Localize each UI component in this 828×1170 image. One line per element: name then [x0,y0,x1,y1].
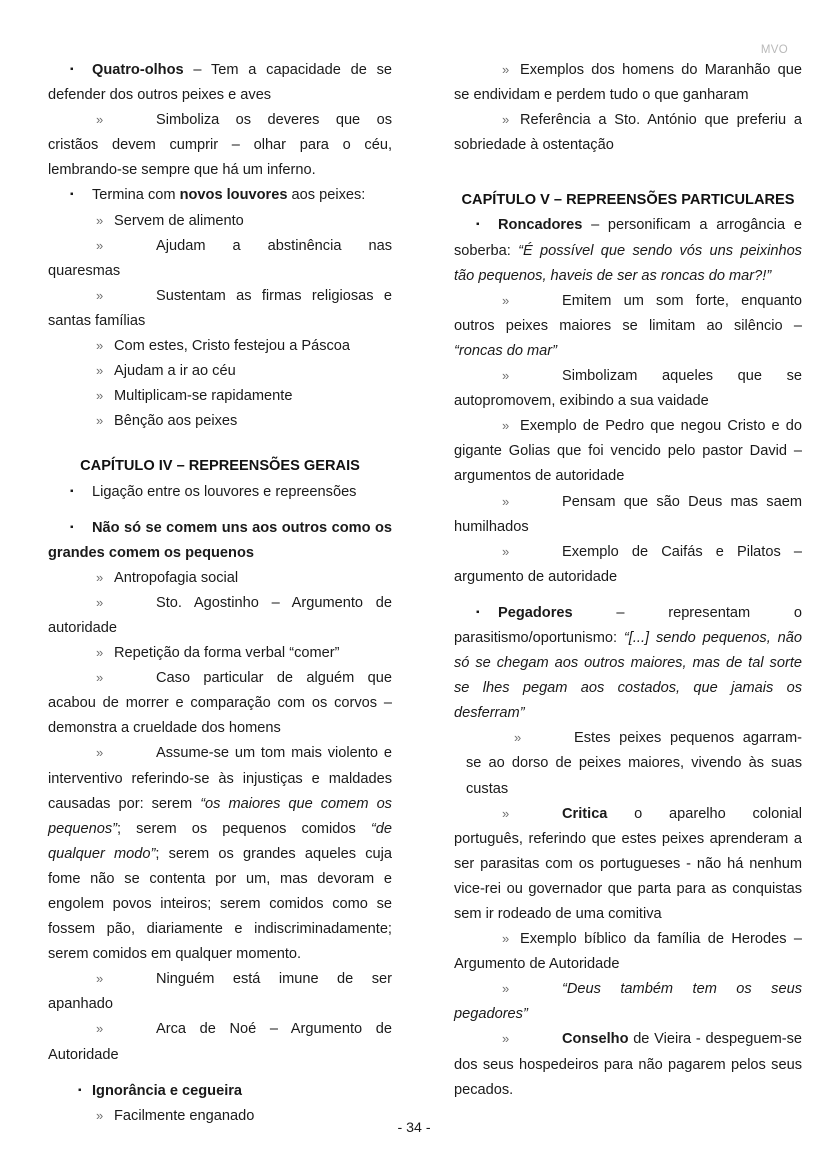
text-block-exemplo-biblico-herodes [454,927,802,977]
text-block-pensam-sao-deus [454,490,802,540]
text-run: Pensam que são Deus mas saem humilhados [454,493,802,535]
guillemet-bullet-icon: » [514,730,522,746]
guillemet-bullet-icon: » [96,338,104,354]
text-block-referencia-sto-antonio [454,108,802,158]
section-heading-heading-cap-iv: CAPÍTULO IV – REPREENSÕES GERAIS [80,458,360,475]
text-run: aos peixes: [287,187,366,204]
text-block-simboliza-deveres [48,108,392,183]
text-run: Referência a Sto. António que preferiu a sobriedade à ostentação [454,112,802,154]
text-block-sto-agostinho [48,591,392,641]
page-number: - 34 - [397,1120,431,1136]
text-run: Não só se comem uns aos outros como os grandes comem os pequenos [48,519,392,561]
square-bullet-icon: ▪ [70,64,74,75]
text-run: Multiplicam-se rapidamente [114,388,293,405]
text-block-exemplo-pedro-golias [454,414,802,489]
text-run: Simboliza os deveres que os cristãos devem cumprir – olhar para o céu, lembrando-se sempre que há um inferno. [48,112,392,179]
text-block-repeticao-comer [48,641,392,666]
text-run: de Vieira - despeguem-se dos seus hospedeiros para não pagarem pelos seus pecados. [454,1031,802,1098]
text-run: Com estes, Cristo festejou a Páscoa [114,338,351,355]
page-watermark: MVO [760,44,788,56]
text-block-multiplicam-se [48,384,392,409]
text-run: ; serem os grandes aqueles cuja fome não se contenta por um, mas devoram e engolem povos inteiros; serem comidos como se fossem pão, diariamente e indiscriminadamente; serem comidos em qualquer momento. [48,845,392,963]
text-run: Conselho [562,1031,629,1048]
left-column [0,58,414,1129]
text-block-cristo-pascoa [48,334,392,359]
text-run: “os maiores que comem os pequenos” [48,795,392,837]
text-block-emitem-som-forte [454,289,802,364]
text-run: “É possível que sendo vós uns peixinhos tão pequenos, haveis de ser as roncas do mar?!” [454,242,802,284]
text-run: Sto. Agostinho – Argumento de autoridade [48,594,392,636]
text-block-nao-so-se-comem [48,516,392,566]
text-block-ajudam-ir-ceu [48,359,392,384]
text-run: Ninguém está imune de ser apanhado [48,971,392,1013]
text-run: Exemplo de Pedro que negou Cristo e do gigante Golias que foi vencido pelo pastor David – argumentos de autoridade [454,418,802,485]
right-column [414,58,828,1103]
vertical-spacer [48,505,392,516]
square-bullet-icon: ▪ [70,189,74,201]
guillemet-bullet-icon: » [96,287,104,303]
text-run: Termina com [92,187,180,204]
guillemet-bullet-icon: » [96,237,104,253]
square-bullet-icon: ▪ [78,1084,82,1096]
text-run: Exemplo de Caifás e Pilatos – argumento de autoridade [454,543,802,585]
text-run: Bênção aos peixes [114,413,238,430]
guillemet-bullet-icon: » [96,112,104,128]
guillemet-bullet-icon: » [96,971,104,987]
square-bullet-icon: ▪ [70,485,74,497]
guillemet-bullet-icon: » [96,569,104,585]
guillemet-bullet-icon: » [96,645,104,661]
text-run: Servem de alimento [114,212,244,229]
text-run: Emitem um som forte, enquanto outros peixes maiores se limitam ao silêncio – [454,292,802,334]
text-block-roncadores [454,213,802,288]
square-bullet-icon: ▪ [476,219,480,231]
text-block-exemplo-caifas-pilatos [454,540,802,590]
text-run: ; serem os pequenos comidos [116,820,371,837]
text-block-simbolizam-autopromovem [454,364,802,414]
text-run: – personificam a arrogância e soberba: [454,217,802,259]
text-block-sustentam-firmas [48,284,392,334]
vertical-spacer [48,434,392,454]
text-run: Critica [562,805,608,822]
text-block-conselho-vieira [454,1027,802,1102]
guillemet-bullet-icon: » [502,62,510,77]
text-run: “de qualquer modo” [48,820,392,862]
text-block-pegadores [454,601,802,726]
square-bullet-icon: ▪ [476,606,480,618]
text-block-estes-peixes-agarram [454,726,802,801]
text-run: Facilmente enganado [114,1107,255,1124]
guillemet-bullet-icon: » [502,493,510,509]
guillemet-bullet-icon: » [96,745,104,761]
guillemet-bullet-icon: » [96,363,104,379]
text-block-ajudam-abstinencia [48,234,392,284]
guillemet-bullet-icon: » [502,805,510,821]
text-run: – Tem a capacidade de se defender dos outros peixes e aves [48,62,392,104]
text-run: Caso particular de alguém que acabou de morrer e comparação com os corvos – demonstra a crueldade dos homens [48,670,392,737]
guillemet-bullet-icon: » [502,368,510,384]
guillemet-bullet-icon: » [502,931,510,947]
guillemet-bullet-icon: » [96,594,104,610]
text-run: o aparelho colonial português, referindo que estes peixes aprenderam a ser parasitas com os portugueses - não há nenhum vice-rei ou governador que parta para as conquistas sem ir rodeado de uma comitiva [454,805,802,922]
guillemet-bullet-icon: » [96,670,104,686]
text-run: Exemplos dos homens do Maranhão que se endividam e perdem tudo o que ganharam [454,62,802,104]
text-run: Roncadores [498,217,583,234]
text-block-ninguem-imune [48,967,392,1017]
text-block-ignorancia-cegueira [48,1079,392,1104]
text-block-servem-alimento [48,209,392,234]
text-run: “roncas do mar” [454,342,557,359]
text-run: Estes peixes pequenos agarram-se ao dorso de peixes maiores, vivendo às suas custas [466,730,802,797]
text-run: “Deus também tem os seus pegadores” [454,981,802,1023]
text-block-quatro-olhos [48,58,392,108]
text-block-antropofagia [48,566,392,591]
vertical-spacer [48,1068,392,1079]
square-bullet-icon: ▪ [70,521,74,533]
two-column-body [0,58,828,1129]
text-run: Sustentam as firmas religiosas e santas famílias [48,287,392,329]
vertical-spacer [454,158,802,188]
text-block-exemplos-maranhao [454,58,802,108]
text-run: Exemplo bíblico da família de Herodes – Argumento de Autoridade [454,931,802,973]
guillemet-bullet-icon: » [96,1021,104,1037]
section-heading-heading-cap-v: CAPÍTULO V – REPREENSÕES PARTICULARES [461,192,795,209]
guillemet-bullet-icon: » [96,1107,104,1123]
text-block-caso-particular [48,666,392,741]
text-block-ligacao-louvores [48,480,392,505]
text-run: Ignorância e cegueira [92,1082,243,1099]
text-block-termina-novos-louvores [48,183,392,208]
text-run: Assume-se um tom mais violento e interventivo referindo-se às injustiças e maldades causadas por: serem [48,745,392,812]
text-run: Ajudam a abstinência nas quaresmas [48,237,392,279]
guillemet-bullet-icon: » [502,112,510,128]
text-run: Ajudam a ir ao céu [114,363,236,380]
text-run: – representam o parasitismo/oportunismo: [454,604,802,646]
guillemet-bullet-icon: » [96,212,104,228]
text-block-deus-tambem-pegadores [454,977,802,1027]
text-run: Pegadores [498,604,573,621]
vertical-spacer [454,590,802,601]
text-run: Simbolizam aqueles que se autopromovem, exibindo a sua vaidade [454,368,802,410]
text-run: novos louvores [179,187,288,204]
text-run: Ligação entre os louvores e repreensões [92,483,357,500]
text-run: Quatro-olhos [92,62,184,78]
guillemet-bullet-icon: » [96,413,104,429]
guillemet-bullet-icon: » [502,418,510,434]
text-block-critica-aparelho-colonial [454,802,802,927]
text-block-arca-de-noe [48,1017,392,1067]
guillemet-bullet-icon: » [502,1031,510,1047]
guillemet-bullet-icon: » [96,388,104,404]
text-run: Arca de Noé – Argumento de Autoridade [48,1021,392,1063]
guillemet-bullet-icon: » [502,981,510,997]
text-block-assume-se-tom [48,741,392,967]
guillemet-bullet-icon: » [502,292,510,308]
text-block-bencao-peixes [48,409,392,434]
guillemet-bullet-icon: » [502,543,510,559]
text-run: “[...] sendo pequenos, não só se chegam aos outros maiores, mas de tal sorte se lhes pegam aos costados, que jamais os desferram” [454,629,802,722]
text-run: Repetição da forma verbal “comer” [114,645,340,662]
text-run: Antropofagia social [114,569,239,586]
